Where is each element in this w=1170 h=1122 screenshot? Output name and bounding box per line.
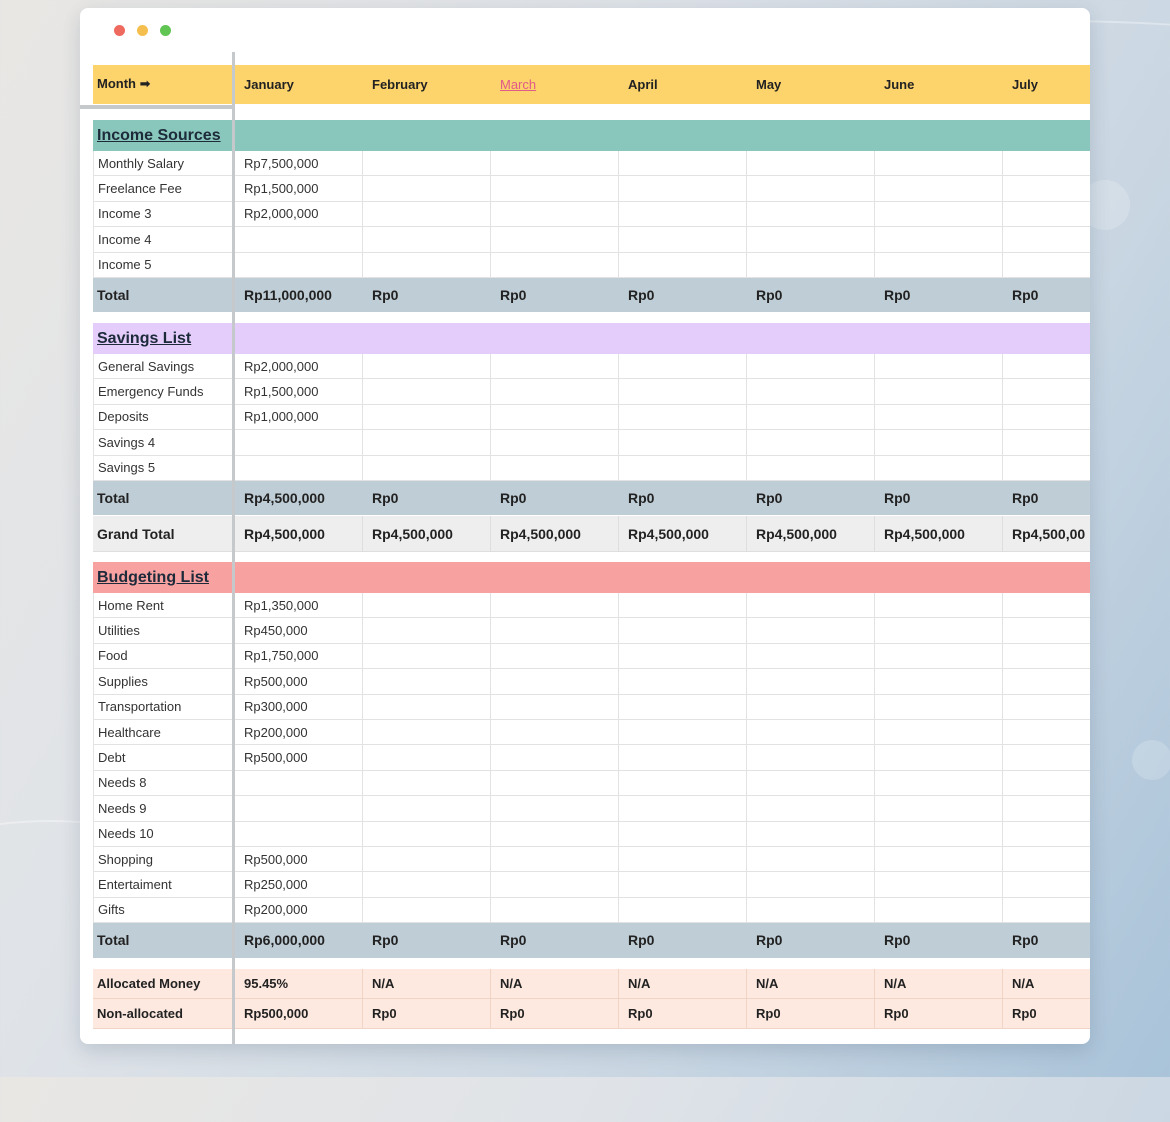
- budget-item-empty-cell[interactable]: [1003, 872, 1090, 897]
- savings-item-empty-cell[interactable]: [491, 354, 619, 379]
- savings-total-row-value[interactable]: Rp4,500,000: [235, 481, 363, 515]
- income-item-january-cell[interactable]: Rp2,000,000: [235, 202, 363, 227]
- income-item-empty-cell[interactable]: [619, 176, 747, 201]
- budget-item-empty-cell[interactable]: [1003, 822, 1090, 847]
- budget-item-january-cell[interactable]: [235, 822, 363, 847]
- income-item-row-label[interactable]: Income 5: [93, 253, 235, 278]
- savings-item-empty-cell[interactable]: [491, 405, 619, 430]
- savings-section-band: [235, 323, 1090, 354]
- budget-item-empty-cell[interactable]: [875, 898, 1003, 923]
- budget-item-empty-cell[interactable]: [1003, 695, 1090, 720]
- budget-item-january-cell[interactable]: Rp1,350,000: [235, 593, 363, 618]
- budget-item-empty-cell[interactable]: [619, 618, 747, 643]
- budget-item-empty-cell[interactable]: [491, 618, 619, 643]
- month-header-april[interactable]: April: [619, 65, 747, 104]
- budget-item-january-cell[interactable]: Rp200,000: [235, 898, 363, 923]
- budget-item-empty-cell[interactable]: [1003, 771, 1090, 796]
- budget-item-row-label[interactable]: Needs 9: [93, 796, 235, 821]
- budget-item-row: [93, 669, 1090, 694]
- budget-item-empty-cell[interactable]: [363, 822, 491, 847]
- income-item-empty-cell[interactable]: [747, 253, 875, 278]
- income-item-empty-cell[interactable]: [491, 253, 619, 278]
- savings-total-row-value[interactable]: Rp0: [1003, 481, 1090, 515]
- income-item-empty-cell[interactable]: [363, 176, 491, 201]
- budget-item-empty-cell[interactable]: [747, 847, 875, 872]
- budget-item-empty-cell[interactable]: [875, 644, 1003, 669]
- non-allocated-row-value[interactable]: Rp0: [363, 999, 491, 1029]
- savings-item-empty-cell[interactable]: [875, 354, 1003, 379]
- budget-item-empty-cell[interactable]: [1003, 898, 1090, 923]
- grand-total-row-value[interactable]: Rp4,500,000: [619, 516, 747, 552]
- allocated-money-row-value[interactable]: N/A: [1003, 969, 1090, 999]
- savings-item-empty-cell[interactable]: [875, 405, 1003, 430]
- income-item-empty-cell[interactable]: [491, 151, 619, 176]
- budget-item-empty-cell[interactable]: [363, 593, 491, 618]
- income-item-empty-cell[interactable]: [747, 202, 875, 227]
- budget-item-empty-cell[interactable]: [363, 872, 491, 897]
- budget-item-row-label[interactable]: Needs 10: [93, 822, 235, 847]
- savings-total-row-value[interactable]: Rp0: [363, 481, 491, 515]
- income-total-row-value[interactable]: Rp11,000,000: [235, 278, 363, 312]
- savings-item-empty-cell[interactable]: [491, 379, 619, 404]
- savings-item-empty-cell[interactable]: [363, 456, 491, 481]
- budget-item-empty-cell[interactable]: [491, 644, 619, 669]
- budget-item-empty-cell[interactable]: [875, 745, 1003, 770]
- month-header-row: [93, 65, 1090, 104]
- savings-item-empty-cell[interactable]: [363, 430, 491, 455]
- budget-total-row-value[interactable]: Rp0: [491, 923, 619, 958]
- income-item-empty-cell[interactable]: [619, 202, 747, 227]
- budget-item-january-cell[interactable]: Rp450,000: [235, 618, 363, 643]
- allocated-money-row-value[interactable]: N/A: [875, 969, 1003, 999]
- budget-item-empty-cell[interactable]: [747, 771, 875, 796]
- savings-item-empty-cell[interactable]: [747, 430, 875, 455]
- budget-item-empty-cell[interactable]: [619, 872, 747, 897]
- budget-item-empty-cell[interactable]: [1003, 796, 1090, 821]
- budget-item-row-label[interactable]: Healthcare: [93, 720, 235, 745]
- non-allocated-row-value[interactable]: Rp0: [875, 999, 1003, 1029]
- savings-total-row-value[interactable]: Rp0: [619, 481, 747, 515]
- savings-item-row-label[interactable]: Emergency Funds: [93, 379, 235, 404]
- income-total-row-value[interactable]: Rp0: [491, 278, 619, 312]
- budget-total-row-value[interactable]: Rp0: [1003, 923, 1090, 958]
- income-total-row-value[interactable]: Rp0: [875, 278, 1003, 312]
- savings-item-empty-cell[interactable]: [619, 405, 747, 430]
- budget-item-empty-cell[interactable]: [1003, 593, 1090, 618]
- grand-total-row-value[interactable]: Rp4,500,000: [363, 516, 491, 552]
- savings-item-empty-cell[interactable]: [363, 379, 491, 404]
- income-section-title[interactable]: Income Sources: [93, 120, 235, 151]
- savings-item-empty-cell[interactable]: [875, 456, 1003, 481]
- income-item-empty-cell[interactable]: [619, 253, 747, 278]
- savings-item-empty-cell[interactable]: [1003, 430, 1090, 455]
- budget-item-row: [93, 796, 1090, 821]
- budget-item-empty-cell[interactable]: [619, 669, 747, 694]
- budget-item-empty-cell[interactable]: [363, 644, 491, 669]
- savings-item-row-label[interactable]: Savings 4: [93, 430, 235, 455]
- budget-item-empty-cell[interactable]: [619, 847, 747, 872]
- budget-item-row-label[interactable]: Utilities: [93, 618, 235, 643]
- budget-item-january-cell[interactable]: Rp200,000: [235, 720, 363, 745]
- month-header-january[interactable]: January: [235, 65, 363, 104]
- budget-item-empty-cell[interactable]: [619, 822, 747, 847]
- budget-item-january-cell[interactable]: Rp300,000: [235, 695, 363, 720]
- budget-item-january-cell[interactable]: [235, 771, 363, 796]
- grand-total-row-value[interactable]: Rp4,500,000: [875, 516, 1003, 552]
- savings-total-row-value[interactable]: Rp0: [491, 481, 619, 515]
- budget-item-empty-cell[interactable]: [747, 695, 875, 720]
- budget-item-empty-cell[interactable]: [875, 695, 1003, 720]
- budget-item-row-label[interactable]: Food: [93, 644, 235, 669]
- savings-item-row-label[interactable]: General Savings: [93, 354, 235, 379]
- income-item-row: [93, 202, 1090, 227]
- budget-item-empty-cell[interactable]: [619, 644, 747, 669]
- savings-section-title[interactable]: Savings List: [93, 323, 235, 354]
- budget-item-empty-cell[interactable]: [491, 822, 619, 847]
- income-item-row: [93, 227, 1090, 252]
- allocated-money-row-value[interactable]: N/A: [363, 969, 491, 999]
- savings-item-empty-cell[interactable]: [491, 456, 619, 481]
- budget-item-empty-cell[interactable]: [363, 695, 491, 720]
- savings-item-empty-cell[interactable]: [619, 379, 747, 404]
- savings-item-empty-cell[interactable]: [747, 456, 875, 481]
- allocated-money-row-label: Allocated Money: [93, 969, 235, 999]
- budget-item-row: [93, 745, 1090, 770]
- savings-item-empty-cell[interactable]: [747, 354, 875, 379]
- budget-section-header: [93, 562, 1090, 593]
- income-item-empty-cell[interactable]: [619, 151, 747, 176]
- savings-item-row: [93, 354, 1090, 379]
- budget-section-band: [235, 562, 1090, 593]
- savings-item-empty-cell[interactable]: [619, 456, 747, 481]
- budget-item-empty-cell[interactable]: [875, 872, 1003, 897]
- allocated-money-row-value[interactable]: 95.45%: [235, 969, 363, 999]
- budget-total-row-value[interactable]: Rp0: [747, 923, 875, 958]
- income-item-empty-cell[interactable]: [363, 227, 491, 252]
- budget-total-row: [93, 923, 1090, 958]
- income-item-empty-cell[interactable]: [1003, 176, 1090, 201]
- savings-item-january-cell[interactable]: Rp1,000,000: [235, 405, 363, 430]
- allocated-money-row-value[interactable]: N/A: [747, 969, 875, 999]
- budget-item-empty-cell[interactable]: [619, 695, 747, 720]
- budget-item-row-label[interactable]: Needs 8: [93, 771, 235, 796]
- budget-item-empty-cell[interactable]: [619, 898, 747, 923]
- income-item-empty-cell[interactable]: [491, 202, 619, 227]
- budget-total-row-value[interactable]: Rp6,000,000: [235, 923, 363, 958]
- allocated-money-row-value[interactable]: N/A: [619, 969, 747, 999]
- budget-item-empty-cell[interactable]: [619, 745, 747, 770]
- non-allocated-row-value[interactable]: Rp0: [491, 999, 619, 1029]
- savings-item-row-label[interactable]: Deposits: [93, 405, 235, 430]
- budget-item-empty-cell[interactable]: [875, 669, 1003, 694]
- budget-item-empty-cell[interactable]: [1003, 669, 1090, 694]
- budget-item-empty-cell[interactable]: [875, 593, 1003, 618]
- non-allocated-row-value[interactable]: Rp500,000: [235, 999, 363, 1029]
- budget-item-empty-cell[interactable]: [747, 669, 875, 694]
- savings-item-row-label[interactable]: Savings 5: [93, 456, 235, 481]
- income-item-empty-cell[interactable]: [1003, 227, 1090, 252]
- budget-item-row-label[interactable]: Entertaiment: [93, 872, 235, 897]
- budget-item-empty-cell[interactable]: [363, 745, 491, 770]
- budget-item-empty-cell[interactable]: [491, 669, 619, 694]
- budget-item-empty-cell[interactable]: [747, 644, 875, 669]
- budget-item-empty-cell[interactable]: [747, 618, 875, 643]
- savings-total-row: [93, 481, 1090, 515]
- budget-item-row: [93, 618, 1090, 643]
- budget-item-row-label[interactable]: Home Rent: [93, 593, 235, 618]
- income-item-empty-cell[interactable]: [491, 176, 619, 201]
- budget-item-row-label[interactable]: Supplies: [93, 669, 235, 694]
- budget-item-empty-cell[interactable]: [363, 847, 491, 872]
- budget-item-empty-cell[interactable]: [1003, 720, 1090, 745]
- budget-item-empty-cell[interactable]: [1003, 847, 1090, 872]
- budget-item-empty-cell[interactable]: [1003, 618, 1090, 643]
- budget-item-empty-cell[interactable]: [491, 593, 619, 618]
- budget-item-empty-cell[interactable]: [747, 872, 875, 897]
- budget-item-empty-cell[interactable]: [619, 593, 747, 618]
- month-header-march[interactable]: March: [491, 65, 619, 104]
- non-allocated-row-label: Non-allocated: [93, 999, 235, 1029]
- income-item-empty-cell[interactable]: [619, 227, 747, 252]
- month-header-label: Month ➡: [93, 65, 235, 104]
- budget-item-empty-cell[interactable]: [875, 796, 1003, 821]
- income-item-empty-cell[interactable]: [491, 227, 619, 252]
- income-item-empty-cell[interactable]: [875, 202, 1003, 227]
- savings-item-empty-cell[interactable]: [747, 405, 875, 430]
- budget-item-row-label[interactable]: Gifts: [93, 898, 235, 923]
- grand-total-row-value[interactable]: Rp4,500,000: [235, 516, 363, 552]
- savings-item-row: [93, 456, 1090, 481]
- income-item-empty-cell[interactable]: [363, 151, 491, 176]
- income-total-row-value[interactable]: Rp0: [1003, 278, 1090, 312]
- income-item-empty-cell[interactable]: [747, 227, 875, 252]
- savings-item-row: [93, 405, 1090, 430]
- budget-item-empty-cell[interactable]: [491, 695, 619, 720]
- income-section-band: [235, 120, 1090, 151]
- background-orb: [1132, 740, 1170, 780]
- savings-item-empty-cell[interactable]: [1003, 405, 1090, 430]
- income-item-empty-cell[interactable]: [1003, 253, 1090, 278]
- budget-item-empty-cell[interactable]: [875, 618, 1003, 643]
- savings-total-row-label: Total: [93, 481, 235, 515]
- budget-item-empty-cell[interactable]: [875, 822, 1003, 847]
- budget-item-empty-cell[interactable]: [619, 720, 747, 745]
- non-allocated-row-value[interactable]: Rp0: [747, 999, 875, 1029]
- month-header-july[interactable]: July: [1003, 65, 1090, 104]
- savings-total-row-value[interactable]: Rp0: [875, 481, 1003, 515]
- savings-item-row: [93, 430, 1090, 455]
- budget-item-empty-cell[interactable]: [875, 847, 1003, 872]
- allocated-money-row: [93, 969, 1090, 999]
- grand-total-row-value[interactable]: Rp4,500,000: [747, 516, 875, 552]
- grand-total-row: [93, 516, 1090, 552]
- budget-item-row: [93, 847, 1090, 872]
- grand-total-row-label: Grand Total: [93, 516, 235, 552]
- budget-item-row: [93, 898, 1090, 923]
- budget-item-row: [93, 644, 1090, 669]
- budget-total-row-label: Total: [93, 923, 235, 958]
- income-total-row-value[interactable]: Rp0: [747, 278, 875, 312]
- non-allocated-row: [93, 999, 1090, 1029]
- budget-item-empty-cell[interactable]: [363, 618, 491, 643]
- budget-item-row-label[interactable]: Shopping: [93, 847, 235, 872]
- budget-item-empty-cell[interactable]: [363, 771, 491, 796]
- budget-item-row-label[interactable]: Debt: [93, 745, 235, 770]
- budget-item-empty-cell[interactable]: [363, 796, 491, 821]
- savings-item-row: [93, 379, 1090, 404]
- income-item-january-cell[interactable]: [235, 227, 363, 252]
- savings-item-empty-cell[interactable]: [875, 379, 1003, 404]
- savings-item-january-cell[interactable]: [235, 430, 363, 455]
- budget-item-row: [93, 695, 1090, 720]
- income-item-empty-cell[interactable]: [875, 151, 1003, 176]
- month-header-february[interactable]: February: [363, 65, 491, 104]
- income-total-row-value[interactable]: Rp0: [619, 278, 747, 312]
- budget-item-january-cell[interactable]: Rp250,000: [235, 872, 363, 897]
- budget-item-empty-cell[interactable]: [875, 720, 1003, 745]
- income-item-row-label[interactable]: Income 4: [93, 227, 235, 252]
- income-item-empty-cell[interactable]: [747, 176, 875, 201]
- savings-item-empty-cell[interactable]: [875, 430, 1003, 455]
- income-item-empty-cell[interactable]: [875, 176, 1003, 201]
- budget-item-empty-cell[interactable]: [363, 720, 491, 745]
- income-total-row-value[interactable]: Rp0: [363, 278, 491, 312]
- income-item-row: [93, 176, 1090, 201]
- budget-item-january-cell[interactable]: [235, 796, 363, 821]
- savings-item-empty-cell[interactable]: [619, 430, 747, 455]
- budget-item-empty-cell[interactable]: [363, 669, 491, 694]
- income-item-january-cell[interactable]: Rp1,500,000: [235, 176, 363, 201]
- budget-item-row: [93, 822, 1090, 847]
- budget-item-empty-cell[interactable]: [619, 796, 747, 821]
- budget-item-row-label[interactable]: Transportation: [93, 695, 235, 720]
- savings-item-empty-cell[interactable]: [491, 430, 619, 455]
- budget-item-row: [93, 593, 1090, 618]
- income-item-row-label[interactable]: Income 3: [93, 202, 235, 227]
- income-item-empty-cell[interactable]: [875, 227, 1003, 252]
- budget-item-empty-cell[interactable]: [875, 771, 1003, 796]
- budget-item-empty-cell[interactable]: [491, 898, 619, 923]
- budget-item-empty-cell[interactable]: [491, 771, 619, 796]
- budget-item-empty-cell[interactable]: [747, 898, 875, 923]
- budget-item-empty-cell[interactable]: [491, 796, 619, 821]
- budget-total-row-value[interactable]: Rp0: [619, 923, 747, 958]
- budget-item-row: [93, 872, 1090, 897]
- budget-item-empty-cell[interactable]: [747, 822, 875, 847]
- income-section-header: [93, 120, 1090, 151]
- savings-section-header: [93, 323, 1090, 354]
- savings-item-empty-cell[interactable]: [1003, 354, 1090, 379]
- income-item-row-label[interactable]: Monthly Salary: [93, 151, 235, 176]
- budget-item-january-cell[interactable]: Rp500,000: [235, 669, 363, 694]
- budget-item-january-cell[interactable]: Rp500,000: [235, 745, 363, 770]
- frozen-row-divider[interactable]: [80, 105, 232, 109]
- budget-item-empty-cell[interactable]: [747, 796, 875, 821]
- income-item-empty-cell[interactable]: [363, 202, 491, 227]
- income-item-empty-cell[interactable]: [1003, 202, 1090, 227]
- income-item-january-cell[interactable]: [235, 253, 363, 278]
- savings-item-empty-cell[interactable]: [747, 379, 875, 404]
- savings-total-row-value[interactable]: Rp0: [747, 481, 875, 515]
- budget-item-empty-cell[interactable]: [1003, 745, 1090, 770]
- budget-item-empty-cell[interactable]: [491, 745, 619, 770]
- budget-item-empty-cell[interactable]: [619, 771, 747, 796]
- savings-item-january-cell[interactable]: [235, 456, 363, 481]
- non-allocated-row-value[interactable]: Rp0: [619, 999, 747, 1029]
- budget-item-row: [93, 771, 1090, 796]
- savings-item-empty-cell[interactable]: [1003, 456, 1090, 481]
- grand-total-row-value[interactable]: Rp4,500,000: [491, 516, 619, 552]
- income-item-row-label[interactable]: Freelance Fee: [93, 176, 235, 201]
- budget-item-january-cell[interactable]: Rp1,750,000: [235, 644, 363, 669]
- savings-item-january-cell[interactable]: Rp1,500,000: [235, 379, 363, 404]
- savings-item-empty-cell[interactable]: [619, 354, 747, 379]
- budget-total-row-value[interactable]: Rp0: [875, 923, 1003, 958]
- allocated-money-row-value[interactable]: N/A: [491, 969, 619, 999]
- frozen-column-divider[interactable]: [232, 52, 235, 1044]
- budget-item-empty-cell[interactable]: [1003, 644, 1090, 669]
- budget-item-empty-cell[interactable]: [747, 720, 875, 745]
- savings-item-empty-cell[interactable]: [1003, 379, 1090, 404]
- income-item-empty-cell[interactable]: [1003, 151, 1090, 176]
- budget-total-row-value[interactable]: Rp0: [363, 923, 491, 958]
- budget-item-empty-cell[interactable]: [491, 872, 619, 897]
- income-item-january-cell[interactable]: Rp7,500,000: [235, 151, 363, 176]
- income-item-empty-cell[interactable]: [747, 151, 875, 176]
- budget-item-row: [93, 720, 1090, 745]
- budget-item-january-cell[interactable]: Rp500,000: [235, 847, 363, 872]
- income-item-empty-cell[interactable]: [363, 253, 491, 278]
- income-item-row: [93, 253, 1090, 278]
- budget-item-empty-cell[interactable]: [491, 720, 619, 745]
- month-header-june[interactable]: June: [875, 65, 1003, 104]
- budget-item-empty-cell[interactable]: [747, 745, 875, 770]
- income-item-empty-cell[interactable]: [875, 253, 1003, 278]
- savings-item-empty-cell[interactable]: [363, 405, 491, 430]
- income-total-row: [93, 278, 1090, 312]
- savings-item-empty-cell[interactable]: [363, 354, 491, 379]
- savings-item-january-cell[interactable]: Rp2,000,000: [235, 354, 363, 379]
- budget-section-title[interactable]: Budgeting List: [93, 562, 235, 593]
- budget-item-empty-cell[interactable]: [363, 898, 491, 923]
- budget-item-empty-cell[interactable]: [491, 847, 619, 872]
- budget-item-empty-cell[interactable]: [747, 593, 875, 618]
- income-item-row: [93, 151, 1090, 176]
- income-total-row-label: Total: [93, 278, 235, 312]
- month-header-may[interactable]: May: [747, 65, 875, 104]
- spreadsheet-window: [80, 8, 1090, 1044]
- grand-total-row-value[interactable]: Rp4,500,00: [1003, 516, 1090, 552]
- non-allocated-row-value[interactable]: Rp0: [1003, 999, 1090, 1029]
